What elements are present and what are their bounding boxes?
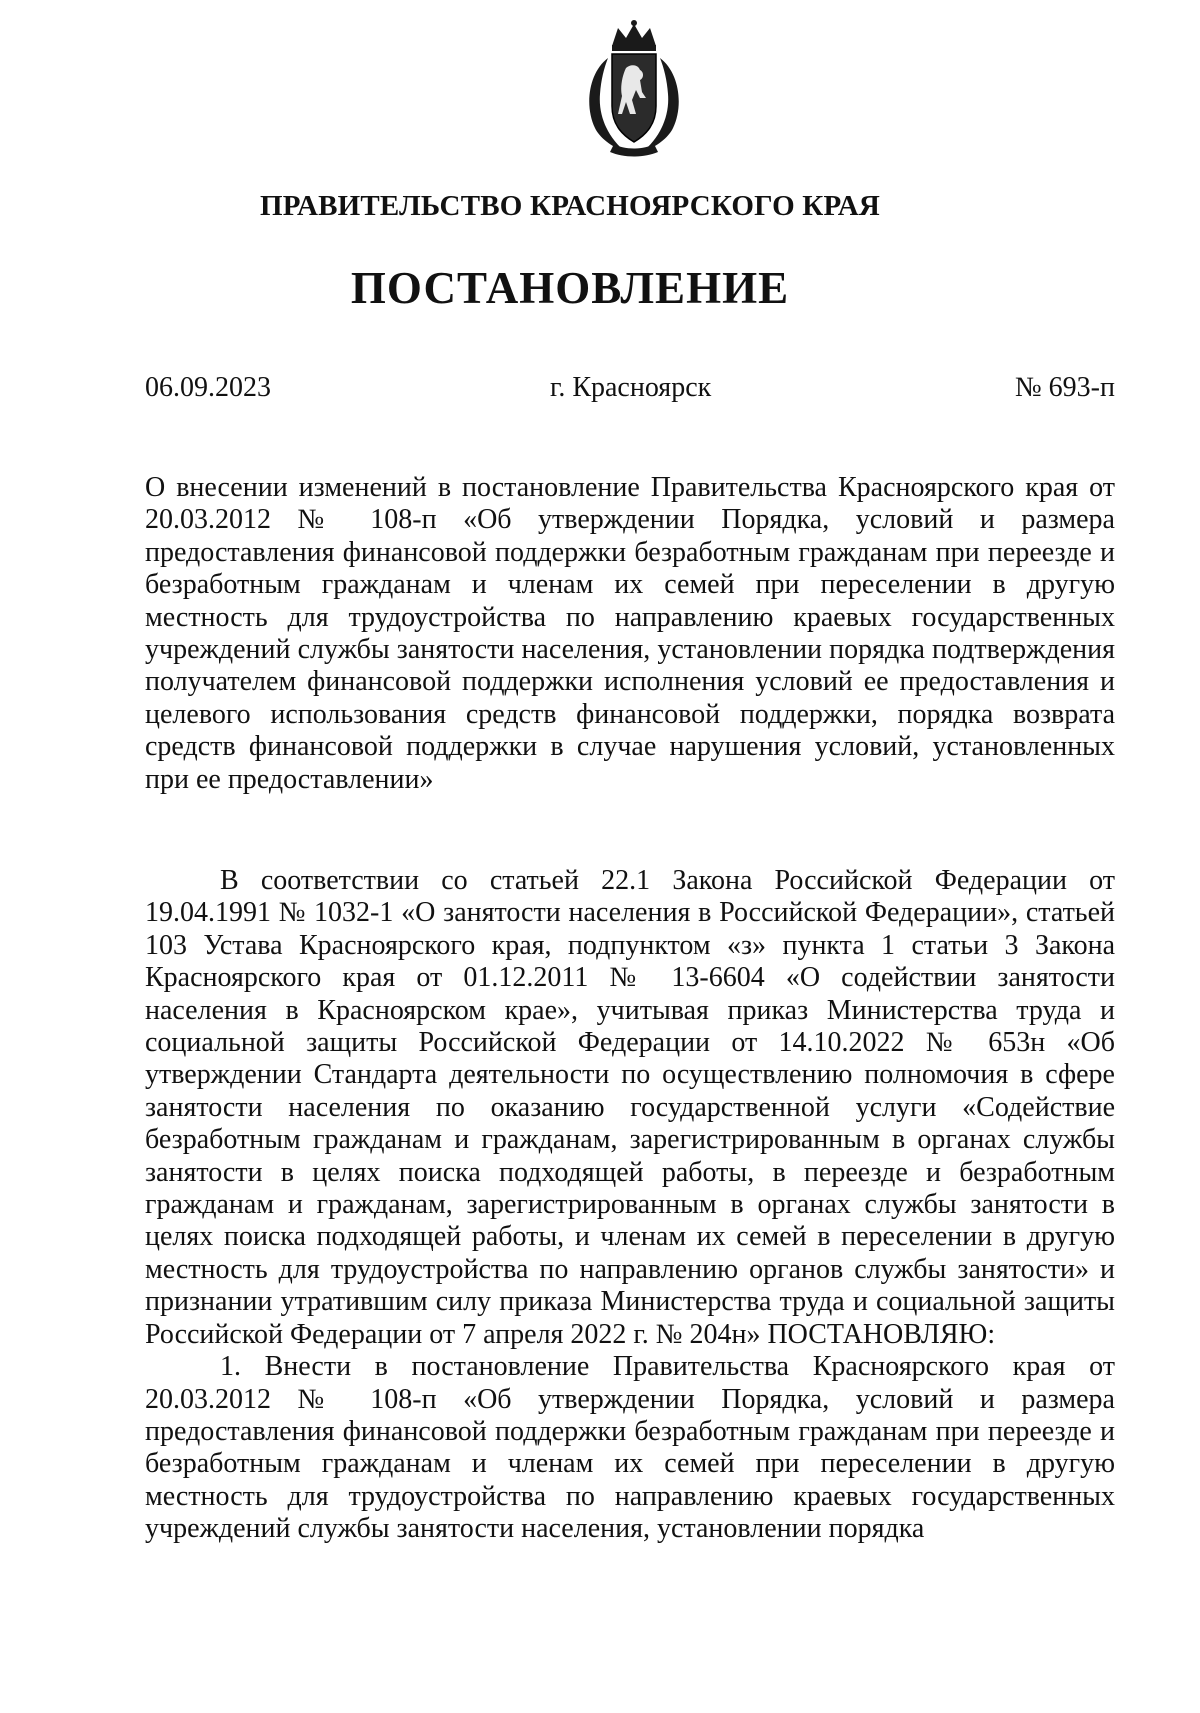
item-1-paragraph: 1. Внести в постановление Правительства Красноярского края от 20.03.2012 № 108-п «Об утверждении Порядка, условий и размера предоставления финансовой поддержки безработным гражданам при переезде и безработным гражданам и членам их семей при переселении в другую местность для трудоустройства по направлению краевых государственных учреждений службы занятости населения, установлении порядка — [145, 1351, 1115, 1545]
subject-text: О внесении изменений в постановление Правительства Красноярского края от 20.03.2012 № 108-п «Об утверждении Порядка, условий и размера предоставления финансовой поддержки безработным гражданам при переезде и безработным гражданам и членам их семей при переселении в другую местность для трудоустройства по направлению краевых государственных учреждений службы занятости населения, установлении порядка подтверждения получателем финансовой поддержки исполнения условий ее предоставления и целевого использования средств финансовой поддержки, порядка возврата средств финансовой поддержки в случае нарушения условий, установленных при ее предоставлении» — [145, 472, 1115, 795]
document-type-heading: ПОСТАНОВЛЕНИЕ — [350, 263, 790, 313]
document-city: г. Красноярск — [550, 372, 712, 403]
document-meta-row — [145, 372, 1115, 408]
document-body — [145, 865, 1115, 1546]
document-number: № 693-п — [1014, 372, 1115, 403]
organization-title: ПРАВИТЕЛЬСТВО КРАСНОЯРСКОГО КРАЯ — [259, 190, 881, 222]
preamble-paragraph: В соответствии со статьей 22.1 Закона Российской Федерации от 19.04.1991 № 1032-1 «О занятости населения в Российской Федерации», статьей 103 Устава Красноярского края, подпунктом «з» пункта 1 статьи 3 Закона Красноярского края от 01.12.2011 № 13-6604 «О содействии занятости населения в Красноярском крае», учитывая приказ Министерства труда и социальной защиты Российской Федерации от 14.10.2022 № 653н «Об утверждении Стандарта деятельности по осуществлению полномочия в сфере занятости населения по оказанию государственной услуги «Содействие безработным гражданам и гражданам, зарегистрированным в органах службы занятости в целях поиска подходящей работы, в переезде и безработным гражданам и гражданам, зарегистрированным в органах службы занятости в целях поиска подходящей работы, и членам их семей в переселении в другую местность для трудоустройства по направлению органов службы занятости» и признании утратившим силу приказа Министерства труда и социальной защиты Российской Федерации от 7 апреля 2022 г. № 204н» ПОСТАНОВЛЯЮ: — [145, 865, 1115, 1350]
document-date: 06.09.2023 — [145, 372, 271, 403]
document-subject — [145, 472, 1115, 796]
coat-of-arms-icon — [574, 18, 694, 158]
